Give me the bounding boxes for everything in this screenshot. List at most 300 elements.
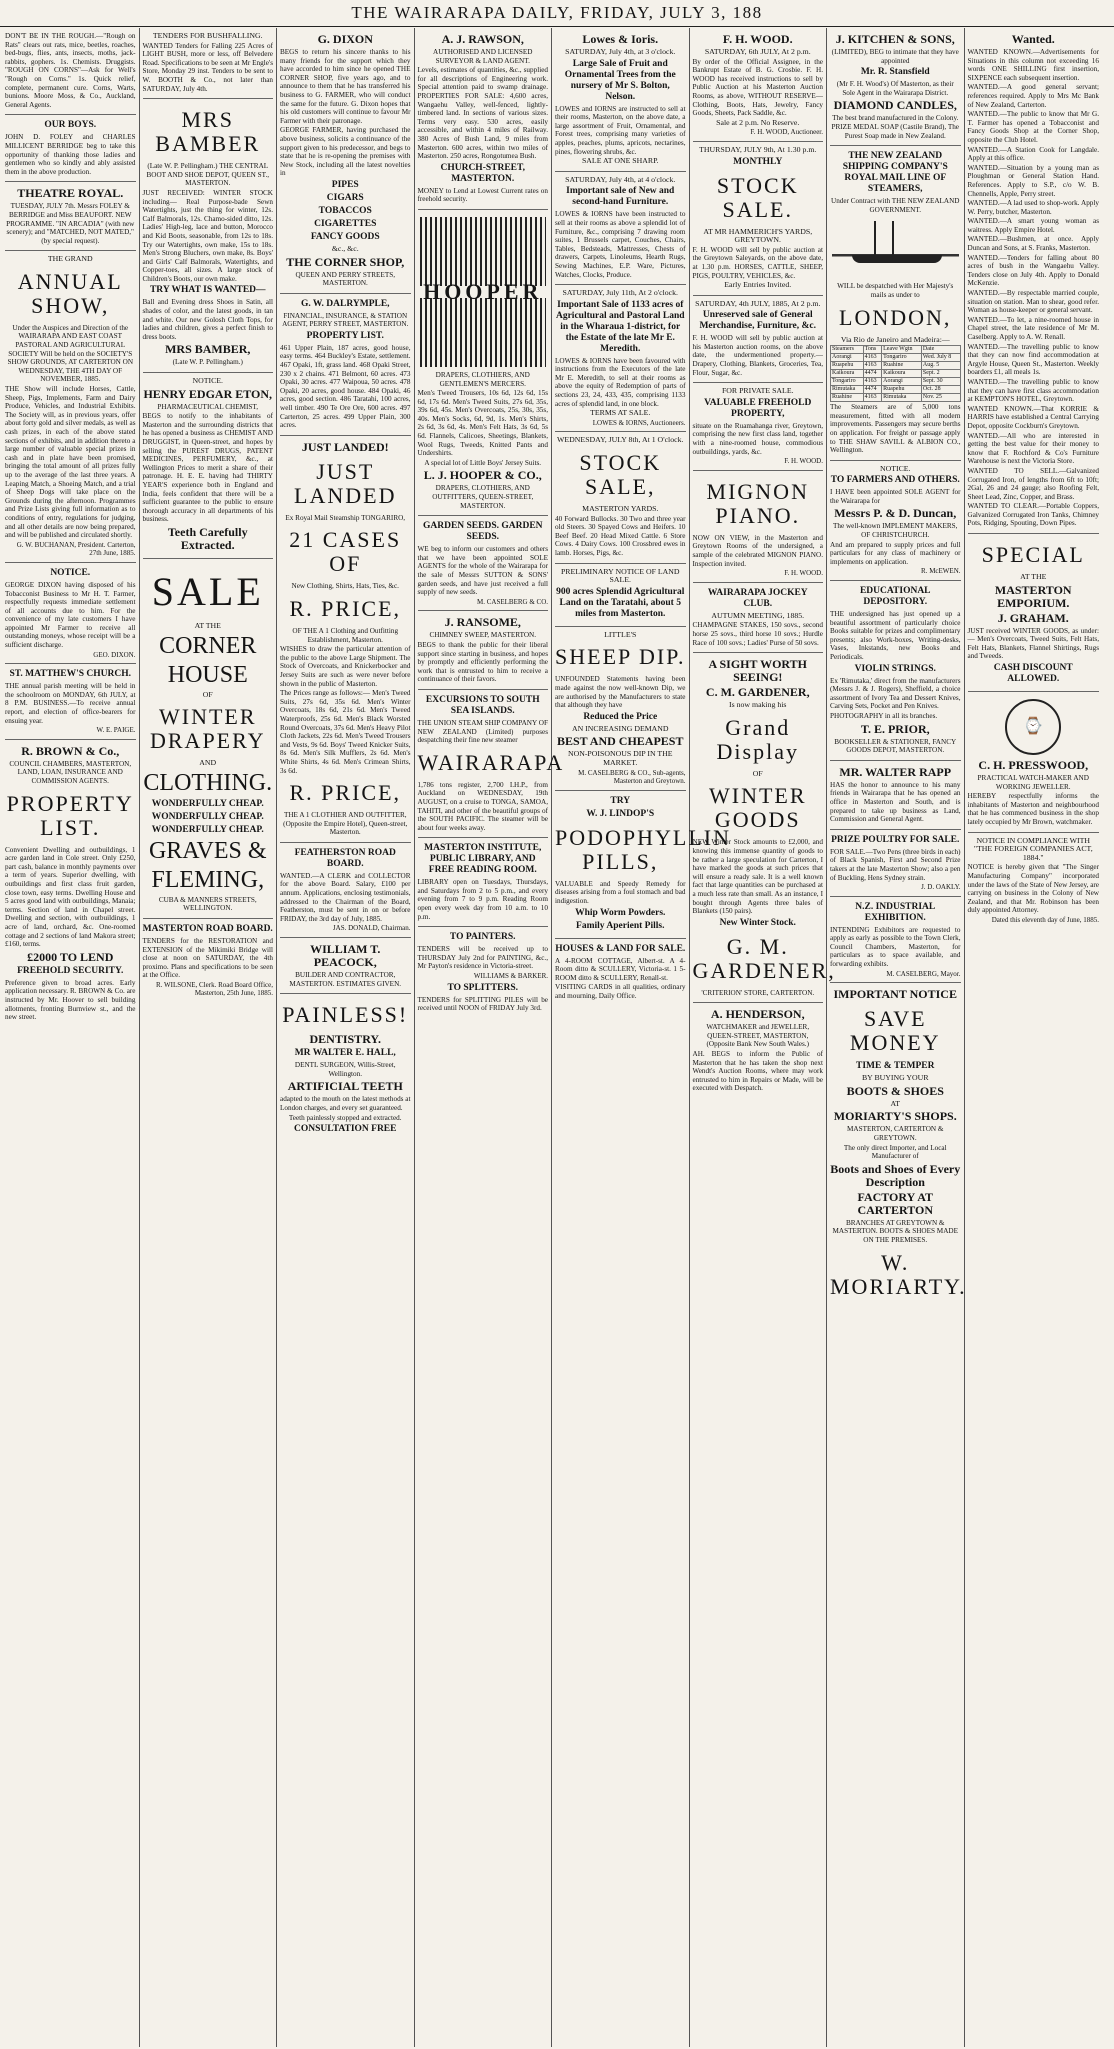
ad-line: AT THE [1020,572,1047,582]
ad-text: By order of the Official Assignee, in the Bankrupt Estate of B. G. Crosbie. F. H. WOOD has received instructions to sell by Public Auction at his Masterton Auction Rooms, as above, WITHOUT RESERVE— Clothing, Boots, Hats, Jewelry, Fancy Goods, Sheets, Pack Saddle, &c. [692,57,823,118]
corner-house-ad [143,559,274,919]
item-line: CIGARETTES [314,218,377,229]
ad-heading-2: PROPERTY LIST. [306,330,384,341]
ad-line: New Winter Stock. [719,917,796,928]
ad-heading: J. KITCHEN & SONS, [835,32,955,46]
gardener-ad [692,653,836,1003]
ad-line: LITTLE'S [604,629,637,639]
ad-heading: HENRY EDGAR ETON, [143,386,273,401]
ad-text-2: Ex 'Rimutaka,' direct from the manufacturers (Messrs J. & J. Rogers), Sheffield, a choice assortment of Ivory Tea and Dessert Knives, Carving Sets, Pocket and Pen Knives. [830,676,961,711]
road-board-ad [143,919,274,1002]
wanted-item: WANTED.—To let, a nine-roomed house in Chapel street, the late residence of Mr M. Caselberg. Apply to A. W. Renall. [967,315,1099,341]
ad-line: AN INCREASING DEMAND [571,723,669,733]
table-cell: 4163 [863,394,881,402]
ad-subtext: BUILDER AND CONTRACTOR, MASTERTON. ESTIMATES GIVEN. [289,971,402,988]
ad-heading-2: SAVE MONEY [849,1006,941,1056]
ad-heading: MIGNON PIANO. [706,478,809,528]
ad-text: TUESDAY, JULY 7th. Messrs FOLEY & BERRIDGE and Miss BEAUFORT. NEW PROGRAMME. "IN ARCADIA" (with new scenery); and "MATCHED, NOT MATED," (by special request). [6,202,135,245]
ad-name: MORIARTY'S SHOPS. [833,1109,957,1124]
ad-heading-2: JUST LANDED [294,458,397,508]
ad-signature: M. CASELBERG & CO., Sub-agents, Masterton and Greytown. [578,768,686,786]
ad-text-2: Teeth painlessly stopped and extracted. [288,1113,402,1122]
ad-date: SATURDAY, July 4th, at 3 o'clock. [565,47,676,56]
corner-heading: CORNER [159,632,257,659]
presswood-ad [968,692,1100,833]
ad-text: WILL be despatched with Her Majesty's mails as under to [837,282,954,299]
table-cell: Rimutaka [882,394,922,402]
banner-lettering: HOOPER [417,286,548,299]
hooper-ad [418,210,549,516]
ad-heading-2: LONDON, [839,304,952,330]
ad-subtext: COUNCIL CHAMBERS, MASTERTON, LAND, LOAN, INSURANCE AND COMMISSION AGENTS. [9,759,132,785]
ad-subtext: CUBA & MANNERS STREETS, WELLINGTON. [158,895,257,913]
ad-line: OF [202,689,213,699]
dalrymple-ad [280,294,411,436]
prelim-ad [555,564,686,627]
moriarty-ad [830,983,967,1308]
ad-heading: R. BROWN & Co., [21,743,120,758]
table-row [831,378,961,386]
cheap-line: WONDERFULLY CHEAP. [151,824,264,835]
ad-signature: W. E. PAIGE. [96,726,136,735]
table-cell: Oct. 28 [921,386,960,394]
ad-text: Convenient Dwelling and outbuildings, 1 acre garden land in Cole street. Only £250, part cash, balance in monthly payments over a term of years. Superior dwelling, with outbuildings and first class fruit garden, close town, easy terms. Dwelling House and 5 acres good land with outbuildings, Manaia; terms. Section of land in Chapel street. Dwelling and section, with outbuildings, 1 acre of land, orchard, &c. One-roomed cottage and 2 sections of land Makora street; £160, terms. [5,845,136,949]
ad-text: WANTED.—A CLERK and COLLECTOR for the above Board. Salary, £100 per annum. Applications, enclosing testimonials, addressed to the Chairman of the Board, Featherston, must be sent in on or before FRIDAY, the 3rd day of July, 1885. [280,871,411,923]
brown-property-ad [5,740,136,1027]
table-cell: Sept. 30 [921,378,960,386]
church-ad [5,664,136,740]
ad-subtext: FINANCIAL, INSURANCE, & STATION AGENT, PERRY STREET, MASTERTON. [282,311,409,329]
item-line: &c., &c. [331,243,359,253]
ad-text: JOHN D. FOLEY and CHARLES MILLICENT BERRIDGE beg to take this opportunity of thanking those ladies and gentlemen who so kindly and ably assisted them in the above production. [5,133,136,176]
eton-ad [143,373,274,559]
ad-text: THE undersigned has just opened up a beautiful assortment of particularly choice Books suitable for prizes and complimentary presents; also Work-boxes, Writing-desks, Vases, Inkstands, new Books and Periodicals. [830,610,961,661]
ad-signature: R. WILSONE, Clerk. Road Board Office, Masterton, 25th June, 1885. [156,980,273,998]
ad-text-2: And am prepared to supply prices and full particulars for any class of machinery or implements on application. [830,540,961,566]
wanted-item: WANTED.—By respectable married couple, situation on station. Man to shear, good refer. Woman as house-keeper or general servant. [967,289,1099,315]
lowes-stock-ad [555,432,686,563]
column-6 [690,28,836,2047]
ad-title: Important Sale of 1133 acres of Agricultural and Pastoral Land in the Wharaua 1-district, for the Estate of the late Mr E. Meredith. [555,299,685,354]
ad-heading: OUR BOYS. [44,120,97,131]
ad-heading: G. W. DALRYMPLE, [300,298,390,309]
ad-text: Preference given to broad acres. Early application necessary. R. BROWN & Co. are instructed by Mr. Hoover to sell building allotments, fronting Burnview st., and the new street. [5,978,136,1022]
ad-heading: STOCK SALE. [716,172,799,222]
ad-heading: SPECIAL [981,542,1085,568]
ad-name: Mr. R. Stansfield [860,67,930,78]
ad-text: GEORGE DIXON having disposed of his Tobacconist Business to Mr H. T. Farmer, respectfully requests immediate settlement of all accounts due to him. For the convenience of my late customers I have appointed Mr Farmer to receive all outstanding moneys, whose receipt will be a sufficient discharge. [5,580,136,650]
address-line: CHURCH-STREET, MASTERTON. [440,162,526,184]
table-row [831,370,961,378]
table-cell: 4474 [863,386,881,394]
corner-shop-heading: THE CORNER SHOP, [286,254,405,269]
lowes-furniture-ad [555,172,686,285]
column-1 [2,28,140,2047]
ad-signature: J. D. OAKLY. [921,883,961,892]
ad-signature: F. H. WOOD. [784,457,823,466]
wanted-item: WANTED.—All who are interested in getting the best value for their money to know that F. Rochford & Co's Furniture Warehouse is next the Victoria Store. [967,431,1099,466]
dixon-ad [280,28,411,294]
item-line: CIGARS [326,192,364,203]
cheap-line: WONDERFULLY CHEAP. [151,811,264,822]
ad-date: SATURDAY, July 11th, At 2 o'clock. [562,288,678,298]
ad-text: THE Show will include Horses, Cattle, Sheep, Pigs, Implements, Farm and Dairy Produce, Vehicles, and Industrial Exhibits. The Society will, as in previous years, offer about forty gold and silver medals, as well as cash prizes, in each of the above stated sections of exhibits, and in addition thereto a large number of valuable special prizes in cash and in plate have been promised, bringing the total amount of all prizes fully up to the average of the last three years. A Leaping Match, a Shoeing Match, and a trial of Sheep Dogs will take place on the Grounds during the afternoon. Programmes and Prize Lists giving full information as to conditions of entry, regulations for judging, and all other details are now being prepared, and will be published and circulated shortly. [5,385,136,540]
ad-text: F. H. WOOD will sell by public auction at his Masterton auction rooms, on the above date, the undermentioned property.—Drapery, Clothing, Blankets, Groceries, Tea, Flour, Sugar, &c. [692,334,823,377]
ad-line: AND [199,758,217,768]
ad-text-2: The Steamers are of 5,000 tons measurement, fitted with all modern improvements. Passengers may secure berths on application. For freight or passage apply to THE SHAW SAVILL & ALBION CO., Wellington. [830,403,961,455]
ad-subtext: Under Contract with THE NEW ZEALAND GOVERNMENT. [831,197,960,214]
ad-text: Men's Tweed Trousers, 10s 6d, 12s 6d, 15s 6d, 17s 6d. Men's Tweed Suits, 27s 6d, 35s, 39s 6d, 45s. Men's Overcoats, 25s, 30s, 35s, 40s. Men's Socks, 6d, 9d, 1s. Men's Shirts, 2s 6d, 3s 6d, 4s. Men's Felt Hats, 3s 6d, 5s 6d. Flannels, Calicoes, Sheetings, Blankets, Wool Rugs, Tweeds, Knitted Pants and Undershirts. [417,389,548,458]
ad-heading: STOCK SALE, [579,450,662,500]
lend-heading: £2000 TO LEND [27,949,114,964]
ad-subtext: (Late W. P. Pellingham.) THE CENTRAL BOOT AND SHOE DEPOT, QUEEN ST., MASTERTON. [146,162,270,188]
ad-subtext: DENTL SURGEON, Willis-Street, Wellington. [294,1061,396,1078]
ad-subtext: QUEEN AND PERRY STREETS, MASTERTON. [295,270,396,288]
wanted-item: WANTED.—The travelling public to know that they can now find accommodation at Argyle House, Queen St., Masterton. Weekly boarders £1, all meals 1s. [967,342,1099,377]
ad-text-2: 1,786 tons register, 2,700 I.H.P., from Auckland on WEDNESDAY, 19th AUGUST, on a cruise to TONGA, SAMOA, TAHITI, and other of the beautiful groups of the SOUTH PACIFIC. The steamer will be about four weeks away. [417,780,548,832]
ad-signature: G. W. BUCHANAN, President. Carterton, 27th June, 1885. [16,540,136,558]
price-heading-2: R. PRICE, [289,780,402,806]
ad-line: Reduced the Price [583,711,658,722]
lindop-ad [555,791,731,939]
ad-signature: GEO. DIXON. [93,650,136,659]
ad-heading: MRS BAMBER [155,107,261,157]
kitchen-ad [830,28,961,146]
annual-show-ad [5,251,136,563]
masthead: THE WAIRARAPA DAILY, FRIDAY, JULY 3, 188 [0,0,1114,27]
houses-ad [555,939,686,1006]
ad-title: 900 acres Splendid Agricultural Land on the Taratahi, about 5 miles from Masterton. [556,586,685,619]
dentist-name: MR WALTER E. HALL, [294,1048,396,1059]
ad-title: Unreserved sale of General Merchandise, Furniture, &c. [699,310,817,332]
ad-subtext: MASTERTON, CARTERTON & GREYTOWN. [847,1125,944,1143]
table-cell: Nov. 25 [921,394,960,402]
ad-subtext: (LIMITED), BEG to intimate that they have appointed [831,48,959,65]
fleming-heading: FLEMING, [151,866,265,893]
ad-subtext: MASTERTON YARDS. [582,504,659,514]
ad-signature: R. McEWEN. [921,567,961,576]
wanted-item: WANTED.—A good general servant; references required. Apply to Mrs Mc Bank of New Zealand, Carterton. [967,83,1099,109]
ad-name: C. M. GARDENER, [705,685,810,700]
ad-text: THE UNION STEAM SHIP COMPANY OF NEW ZEALAND (Limited) purposes despatching their fine new steamer [417,718,548,745]
table-cell: Aug. 5 [921,362,960,370]
rough-on-rats-ad [5,28,136,115]
ad-text: LOWES & IORNS have been instructed to sell at their rooms as above a splendid lot of Furniture, &c., comprising 7 drawing room suites, 1 Brussels carpet, Couches, Chairs, Tables, Bedsteads, Mattresses, Chests of drawers, Carpets, Linoleums, Hearth Rugs, Sewing Machines, E.P. Ware, Pictures, Watches, Clocks, Produce. [555,210,686,279]
ad-text: LIBRARY open on Tuesdays, Thursdays, and Saturdays from 2 to 5 p.m., and every evening from 7 to 9 p.m. Reading Room open every week day from 10 a.m. to 10 p.m. [417,878,548,921]
ad-heading-2: MASTERTON EMPORIUM. [994,582,1072,610]
ad-text: VALUABLE and Speedy Remedy for diseases arising from a foul stomach and bad indigestion. [555,879,686,905]
ad-heading: A SIGHT WORTH SEEING! [708,657,807,685]
institute-ad [418,838,549,927]
ad-subheading: THE GRAND [47,254,93,264]
criterion-heading: G. M. GARDENER, [692,933,836,983]
ransome-ad [418,611,549,690]
ad-heading: THE NEW ZEALAND SHIPPING COMPANY'S ROYAL MAIL LINE OF STEAMERS, [842,151,948,195]
ad-heading-2: TO SPLITTERS. [447,982,519,993]
table-row [831,354,961,362]
wanted-section [968,28,1100,534]
column-5 [552,28,731,2047]
item-line: PIPES [331,179,359,190]
ad-date: WEDNESDAY, JULY 8th, At 1 O'clock. [557,435,684,445]
ad-text: I HAVE been appointed SOLE AGENT for the Wairarapa for [830,488,961,505]
ad-heading-2: DIAMOND CANDLES, [833,98,957,113]
ad-text: TENDERS for the RESTORATION and EXTENSION of the Mikimiki Bridge will close at noon on SATURDAY, the 4th proximo. Plans and specifications to be seen at the Office. [142,936,273,980]
column-3 [277,28,415,2047]
ad-text: LOWES & IORNS have been favoured with instructions from the Executors of the late Mr E. Meredith, to sell at their rooms as above the equity of Redemption of parts of sections 23, 24, 433, 435, comprising 1133 acres of splendid land, in one block. [555,356,686,408]
ad-subtext: AT MR HAMMERICH'S YARDS, GREYTOWN. [703,226,813,245]
table-cell: Tongariro [831,378,864,386]
ad-date: SATURDAY, 6th JULY, At 2 p.m. [704,47,811,56]
ad-heading-2: Grand Display [716,714,799,764]
column-8 [965,28,1103,2047]
bamber-ad [143,99,274,373]
ad-heading: WAIRARAPA JOCKEY CLUB. [707,587,808,609]
item-line: FANCY GOODS [310,231,380,242]
table-cell: Ruapehu [882,386,922,394]
ad-text: WE beg to inform our customers and others that we have been appointed SOLE AGENTS for the whole of the Wairarapa for the sale of Messrs SUTTON & SONS' garden seeds, and have just received a full supply of new seeds. [417,545,548,597]
cheap-line: WONDERFULLY CHEAP. [151,798,264,809]
prior-ad [830,581,961,761]
table-cell: 4163 [863,378,881,386]
ad-heading: F. H. WOOD. [722,32,793,46]
tenders-ad [418,927,549,1018]
ad-text: INTENDING Exhibitors are requested to apply as early as possible to the Town Clerk, Council Chambers, Masterton, for particulars as to space available, and forwarding exhibits. [830,925,961,969]
ad-line: Is now making his [729,700,787,710]
ad-signature: M. CASELBERG & CO. [477,597,548,606]
ad-subtext: CHIMNEY SWEEP, MASTERTON. [429,631,537,640]
table-cell: Ruapehu [831,362,864,370]
price-heading: R. PRICE, [289,596,402,621]
ad-heading: MASTERTON INSTITUTE, PUBLIC LIBRARY, AND FREE READING ROOM. [424,843,542,876]
ad-heading: PODOPHYLLIN PILLS, [555,824,731,874]
rapp-ad [830,761,961,830]
ad-subtext: Under the Auspices and Direction of the WAIRARAPA AND EAST COAST PASTORAL AND AGRICULTURAL SOCIETY Will be held on the SOCIETY'S SHOW GROUNDS, AT CARTERTON ON WEDNESDAY, THE 4TH DAY OF NOVEMBER, 1885. [7,323,134,384]
columns [2,28,1112,2047]
ad-subtext: The best brand manufactured in the Colony. PRIZE MEDAL SOAP (Castile Brand), The Purest Soap made in New Zealand. [831,114,959,140]
featherston-ad [280,843,411,938]
excursion-ad [417,690,565,838]
ad-text: BEGS to notify to the inhabitants of Masterton and the surrounding districts that he has opened a business as CHEMIST AND DRUGGIST, in Queen-street, and hopes by selling the PUREST DRUGS, PATENT MEDICINES, PERFUMERY, &c., at Wellington Prices to merit a share of their patronage. H. E. E. having had THIRTY YEAR'S experience both in England and India, feels confident that there will be a sufficient guarantee to the public to ensure thorough accuracy in all departments of his business. [142,412,273,524]
table-header-cell: Leave Wgtn [882,346,922,354]
ad-text: BEGS to thank the public for their liberal support since starting in business, and hopes by promptly and efficiently performing the work that is entrusted to him to receive a continuance of their favors. [417,640,548,684]
ad-footer-sub: (Late W. P. Pellingham.) [172,358,243,367]
wanted-item: WANTED.—Situation by a young man as Ploughman or General Station Hand. References. Apply to S.P., c/o W. B. Chennells, Apple, Perry street. [967,163,1099,198]
mignon-ad [693,471,824,583]
ad-text: FOR SALE.—Two Pens (three birds in each) of Black Spanish, First and Second Prize takers at the late Masterton Show; also a pen of Buckling, Hens Sydney strain. [830,847,961,882]
ad-line: Via Rio de Janeiro and Madeira:— [840,334,950,344]
ad-text: F. H. WOOD will sell by public auction at the Greytown Saleyards, on the above date, at 1.30 p.m. HORSES, CATTLE, SHEEP, PIGS, POULTRY, VEHICLES, &c. [692,245,823,280]
ad-text-3: PHOTOGRAPHY in all its branches. [830,711,938,720]
table-cell: 4163 [863,362,881,370]
duncan-ad [830,461,961,581]
table-header-cell: Date [921,346,960,354]
table-cell: Rimutaka [831,386,864,394]
companies-ad [968,833,1100,929]
ad-name: T. E. PRIOR, [860,721,930,736]
ad-text: UNFOUNDED Statements having been made against the now well-known Dip, we are authorised by the Manufacturers to state that although they have [555,675,686,710]
ad-heading: A. HENDERSON, [710,1007,805,1022]
ad-text: Levels, estimates of quantities, &c., supplied for all descriptions of Engineering work. Special attention paid to swamp drainage. PROPERTIES FOR SALE: 4,600 acres, Wangaehu Valley, well-fenced, lightly-timbered land. In sections of various sizes. Terms very easy. 530 acres, easily accessible, and within 4 miles of Railway. 380 Acres of Bush Land, 9 miles from Masterton. 600 acres, within two miles of Masterton. 250 acres, Rongotumea Bush. [417,66,548,161]
ad-heading: J. RANSOME, [444,615,521,630]
ad-line: Family Aperient Pills. [576,920,665,931]
our-boys-ad [5,115,136,182]
ad-text-2: A special lot of Little Boys' Jersey Suits. [424,458,542,467]
ad-subtext: AUTUMN MEETING, 1885. [711,610,805,620]
ad-subtext: BRANCHES AT GREYTOWN & MASTERTON. BOOTS & SHOES MADE ON THE PREMISES. [832,1218,958,1244]
cases-heading: 21 CASES OF [289,527,402,577]
ad-subtext: AUTHORISED AND LICENSED SURVEYOR & LAND AGENT. [433,48,533,65]
column-4 [415,28,565,2047]
peacock-ad [280,938,411,994]
table-row [831,362,961,370]
ad-title: VALUABLE FREEHOLD PROPERTY, [704,397,812,419]
sale-heading: SALE [151,568,264,614]
garden-seeds-ad [418,516,549,611]
ad-heading: ST. MATTHEW'S CHURCH. [9,669,132,680]
table-cell: 4163 [863,354,881,362]
ad-line: FACTORY AT CARTERTON [857,1189,934,1217]
ad-title: Important sale of New and second-hand Furniture. [566,186,675,208]
table-cell: Ruahine [831,394,864,402]
private-sale-ad [693,383,824,471]
ad-date: THURSDAY, JULY 9th, At 1.30 p.m. [699,144,817,154]
ad-text: AH. BEGS to inform the Public of Masterton that he has taken the shop next Wendt's Auction Rooms, where may work entrusted to him in Repairs or Made, will be executed with Despatch. [692,1050,823,1093]
ad-footer: Teeth Carefully Extracted. [167,524,248,552]
table-cell: Wed. July 8 [921,354,960,362]
ad-heading: MASTERTON ROAD BOARD. [142,923,273,934]
ad-line: AT THE [194,620,221,630]
sailing-table [830,345,961,402]
ad-text: DON'T BE IN THE ROUGH.—"Rough on Rats" clears out rats, mice, beetles, roaches, bed-bugs, flies, ants, insects, moths, jack-rabbits, gophers. 1s. Chemists. Druggists. "ROUGH ON CORNS"—Ask for Well's "Rough on Corns." 1s. Quick relief, complete, permanent cure. Corns, Warts, bunions. Moore Moss, & Co., Auckland, General Agents. [5,32,136,109]
ad-text: adapted to the mouth on the latest methods at London charges, and every set guaranteed. [280,1095,411,1112]
ad-heading: EDUCATIONAL DEPOSITORY. [859,586,931,608]
ad-text: LOWES and IORNS are instructed to sell at their rooms, Masterton, on the above date, a large assortment of Fruit, Ornamental, and Forest trees, comprising many varieties of apples, peaches, plums, apricots, nectarines, pines, flowering shrubs, &c. [555,104,686,156]
section-heading: Wanted. [1011,32,1055,46]
ad-text: The only direct Importer, and Local Manufacturer of [843,1143,947,1161]
table-row [831,386,961,394]
ad-text-2: GEORGE FARMER, having purchased the above business, solicits a continuance of the support given to his predecessor, and begs to state that he is re-opening the premises with New Stock, including all the latest novelties in [280,126,411,178]
lowes-fruit-ad [555,28,686,172]
ad-heading-2: PROPERTY LIST. [6,790,134,840]
clothing-heading: CLOTHING. [143,769,273,796]
ad-line: MONTHLY [733,156,783,167]
ad-signature: F. H. WOOD. [784,569,823,578]
ad-text: CHAMPAGNE STAKES, 150 sovs., second horse 25 sovs., third horse 10 sovs.; Hurdle Race of 100 sovs.; Ladies' Purse of 50 sovs. [692,621,823,647]
ad-subtext: Ex Royal Mail Steamship TONGARIRO, [285,513,406,522]
ad-heading: L. J. HOOPER & CO., [423,468,542,483]
ad-heading: TO FARMERS AND OTHERS. [830,475,960,486]
ad-footer: CASH DISCOUNT ALLOWED. [993,663,1073,685]
ad-line: W. J. LINDOP'S [586,808,655,819]
wanted-item: WANTED TO CLEAR.—Portable Coppers, Galvanized Corrugated Iron Tanks, Chimney Pots, Ridging, Spouting, Down Pipes. [967,502,1099,528]
ad-text-2: Ball and Evening dress Shoes in Satin, all shades of color, and the latest goods, in tan and white. Our new Golosh Cloth Tops, for ladies and children, gives a perfect finish to dress boots. [142,298,273,341]
wood-bankrupt-ad [693,28,824,142]
ad-heading-2: TRY WHAT IS WANTED— [149,285,266,296]
theatre-ad [5,182,136,251]
ad-heading: EXCURSIONS TO SOUTH SEA ISLANDS. [425,694,540,716]
table-cell: Sept. 2 [921,370,960,378]
ad-line: AT [890,1098,901,1108]
ad-text: NOTICE is hereby given that "The Singer Manufacturing Company" incorporated under the laws of the State of New Jersey, are carrying on business in the Colony of New Zealand, and that Mr. Robinson has been duly appointed Attorney. [967,863,1099,915]
ad-heading: C. H. PRESSWOOD, [978,758,1089,773]
ad-line: BOOTS & SHOES [846,1083,944,1098]
ad-text: 40 Forward Bullocks. 30 Two and three year old Steers. 30 Spayed Cows and Heifers. 10 Beef Beef. 20 Head Mixed Cattle. 6 Store Cows. 4 Dairy Cows. 100 Crossbred ewes in lamb. Horses, Pigs, &c. [555,514,686,557]
ad-heading: TO PAINTERS. [449,932,516,943]
hooper-banner-image [420,217,547,367]
ad-heading: PRIZE POULTRY FOR SALE. [831,834,960,845]
ad-notice: NOTICE. [192,376,224,386]
ad-text-2: VISITING CARDS in all qualities, ordinary and mourning, Daily Office. [555,983,686,1000]
ad-heading: GARDEN SEEDS. GARDEN SEEDS. [422,521,543,543]
table-row [831,394,961,402]
wood-merchandise-ad [693,296,824,384]
ad-subtext: WATCHMAKER and JEWELLER, QUEEN-STREET, MASTERTON, (Opposite Bank New South Wales.) [706,1023,810,1049]
ad-line: Whip Worm Powders. [575,907,666,918]
ad-footer: CONSULTATION FREE [293,1124,397,1135]
ad-text: JUST received WINTER GOODS, as under:— Men's Overcoats, Tweed Suits, Felt Hats, Felt Hats, Blankets, Flannel Shirtings, Rugs and Tweeds. [967,626,1099,661]
ad-line: BEST AND CHEAPEST [557,734,684,749]
ad-subtext: The well-known IMPLEMENT MAKERS, OF CHRISTCHURCH. [833,522,958,540]
ad-heading: NOTICE IN COMPLIANCE WITH "THE FOREIGN COMPANIES ACT, 1884." [973,835,1093,862]
ad-heading: THEATRE ROYAL. [17,186,124,201]
ad-subtext: DRAPERS, CLOTHIERS, AND OUTFITTERS, QUEEN-STREET, MASTERTON. [432,484,534,510]
ad-heading: FOR PRIVATE SALE. [721,386,794,396]
ad-line: TRY [610,795,631,806]
ad-heading: JUST LANDED! [301,439,389,454]
ad-signature: Dated this eleventh day of June, 1885. [991,915,1099,924]
ad-footer: SALE AT ONE SHARP. [581,156,659,166]
ad-subtext: (Mr F. H. Wood's) Of Masterton, as their Sole Agent in the Wairarapa District. [836,80,954,97]
ad-subtext: OF THE A 1 Clothing and Outfitting Establishment, Masterton. [292,627,399,644]
artificial-heading: ARTIFICIAL TEETH [287,1079,403,1094]
ad-line: NON-POISONOUS DIP IN THE MARKET. [567,749,673,767]
ad-line: OF [752,768,763,778]
ad-text: TENDERS will be received up to THURSDAY July 2nd for PAINTING, &c., Mr Payton's residence in Victoria-street. [417,945,548,971]
ad-signature: F. H. WOOD, Auctioneer. [750,128,823,137]
ad-heading: WILLIAM T. PEACOCK, [310,942,381,970]
ad-subtext: PRACTICAL WATCH-MAKER AND WORKING JEWELLER. [977,774,1089,791]
ad-heading: A. J. RAWSON, [441,32,524,46]
ad-subtext: PHARMACEUTICAL CHEMIST, [157,402,259,411]
ship-name: WAIRARAPA [417,749,565,775]
column-2 [140,28,278,2047]
ad-text: NOW ON VIEW, in the Masterton and Greytown Rooms of the undersigned, a sample of the celebrated MIGNON PIANO. Inspection invited. [692,533,823,568]
ad-signature: WILLIAMS & BARKER. [473,972,548,981]
house-heading: HOUSE [167,661,248,688]
ad-line: Sale at 2 p.m. No Reserve. [716,117,800,127]
ad-line: BY BUYING YOUR [861,1073,929,1083]
table-cell: Kaikoura [831,370,864,378]
ad-text-2: TENDERS for SPLITTING PILES will be received until NOON of FRIDAY July 3rd. [417,995,548,1013]
ad-signature: M. CASELBERG, Mayor. [886,969,961,978]
ad-text: situate on the Ruamahanga river, Greytown, comprising the new first class land, together with a nine-roomed house, commodious outbuildings, yards, &c. [692,421,823,456]
ad-text: THE annual parish meeting will be held in the schoolroom on MONDAY, 6th JULY, at 8 P.M. BUSINESS.—To receive annual report, and election of office-bearers for ensuing year. [5,682,136,725]
wanted-item: WANTED.—A smart young woman as waitress. Apply Empire Hotel. [967,217,1099,234]
watch-icon: ⌚ [1005,699,1061,755]
ad-line: Early Entries Invited. [724,280,792,290]
ad-subtext: 'CRITERION' STORE, CARTERTON. [701,988,815,997]
ad-heading: IMPORTANT NOTICE [833,987,957,1002]
rawson-ad [418,28,549,210]
ad-date: SATURDAY, 4th JULY, 1885, At 2 p.m. [695,298,821,308]
table-header-cell: Tons [863,346,881,354]
wanted-item: WANTED.—The travelling public to know that they can have first class accommodation at KEMPTON'S HOTEL, Greytown. [967,377,1099,404]
lowes-land-ad [555,285,686,432]
ad-title: Large Sale of Fruit and Ornamental Trees from the nursery of Mr S. Bolton, Nelson. [564,58,676,102]
bushfalling-ad [143,28,274,99]
ad-line: Boots and Shoes of Every Description [830,1161,961,1189]
